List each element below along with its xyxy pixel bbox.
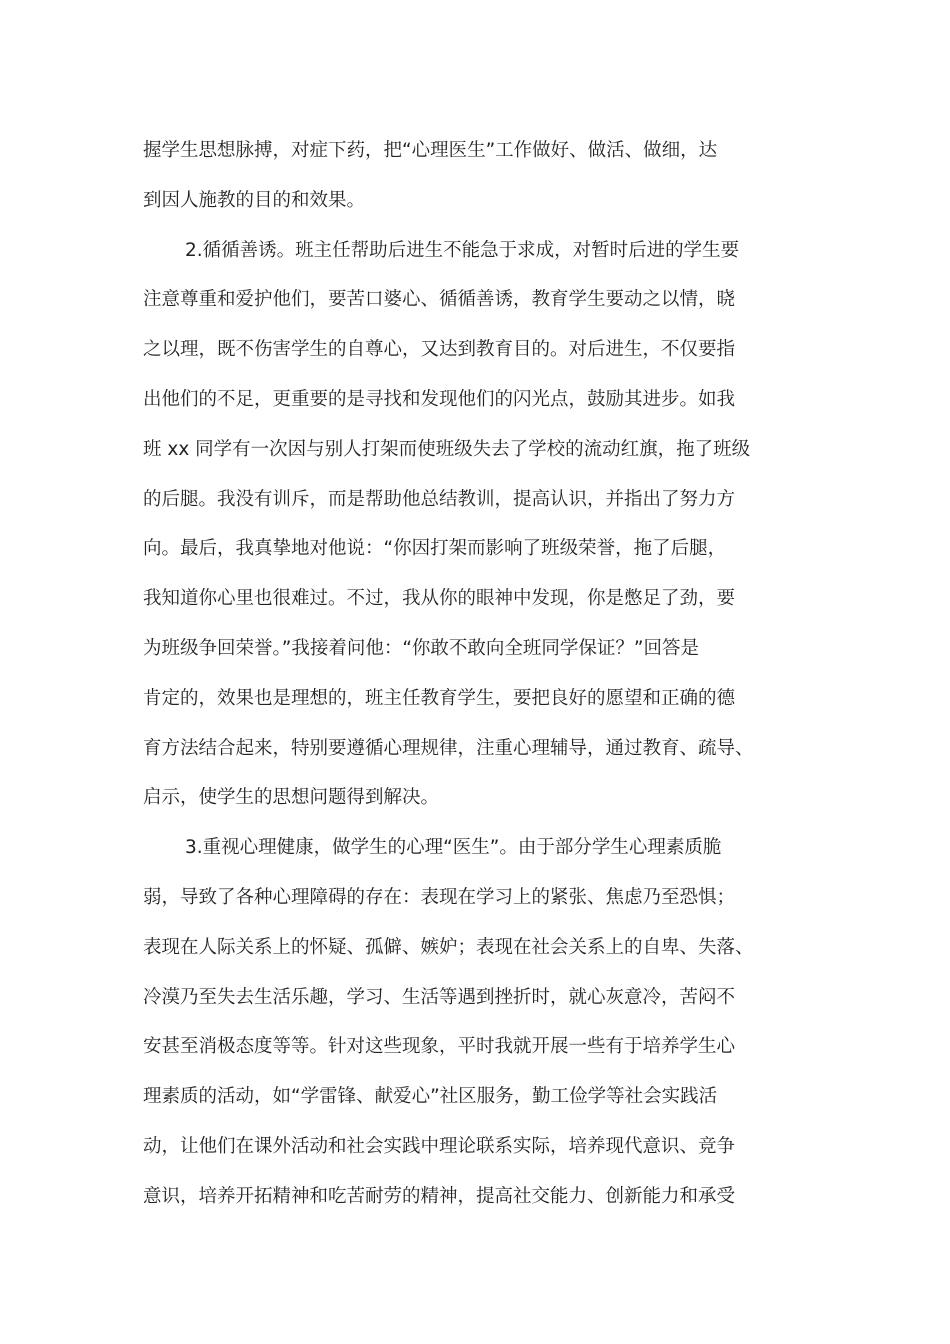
text-line: 弱，导致了各种心理障碍的存在：表现在学习上的紧张、焦虑乃至恐惧； [143,886,736,908]
text-line: 的后腿。我没有训斥，而是帮助他总结教训，提高认识，并指出了努力方 [143,488,736,510]
body-text [143,126,807,1222]
text-line: 表现在人际关系上的怀疑、孤僻、嫉妒；表现在社会关系上的自卑、失落、 [143,936,754,958]
text-line: 之以理，既不伤害学生的自尊心，又达到教育目的。对后进生，不仅要指 [143,339,736,361]
text-line: 握学生思想脉搏，对症下药，把“心理医生”工作做好、做活、做细，达 [143,140,718,161]
text-line: 班 xx 同学有一次因与别人打架而使班级失去了学校的流动红旗，拖了班级 [143,438,751,460]
text-line: 安甚至消极态度等等。针对这些现象，平时我就开展一些有于培养学生心 [143,1036,736,1058]
text-line: 为班级争回荣誉。”我接着问他：“你敢不敢向全班同学保证？”回答是 [143,637,700,659]
text-line: 到因人施教的目的和效果。 [143,189,366,211]
text-line: 注意尊重和爱护他们，要苦口婆心、循循善诱，教育学生要动之以情，晓 [143,289,736,311]
text-line: 意识，培养开拓精神和吃苦耐劳的精神，提高社交能力、创新能力和承受 [143,1185,736,1207]
paragraph-heading-line: 2.循循善诱。班主任帮助后进生不能急于求成，对暂时后进的学生要 [185,239,740,261]
text-line: 冷漠乃至失去生活乐趣，学习、生活等遇到挫折时，就心灰意冷，苦闷不 [143,986,736,1008]
text-line: 启示，使学生的思想问题得到解决。 [143,787,440,809]
text-line: 出他们的不足，更重要的是寻找和发现他们的闪光点，鼓励其进步。如我 [143,388,736,410]
text-line: 育方法结合起来，特别要遵循心理规律，注重心理辅导，通过教育、疏导、 [143,737,754,759]
text-line: 向。最后，我真挚地对他说：“你因打架而影响了班级荣誉，拖了后腿， [143,538,727,560]
text-line: 我知道你心里也很难过。不过，我从你的眼神中发现，你是憋足了劲，要 [143,588,736,610]
text-line: 动，让他们在课外活动和社会实践中理论联系实际，培养现代意识、竞争 [143,1135,736,1157]
text-line: 肯定的，效果也是理想的，班主任教育学生，要把良好的愿望和正确的德 [143,687,736,709]
paragraph-heading-line: 3.重视心理健康，做学生的心理“医生”。由于部分学生心理素质脆 [185,837,722,859]
text-line: 理素质的活动，如“学雷锋、献爱心”社区服务，勤工俭学等社会实践活 [143,1086,718,1108]
